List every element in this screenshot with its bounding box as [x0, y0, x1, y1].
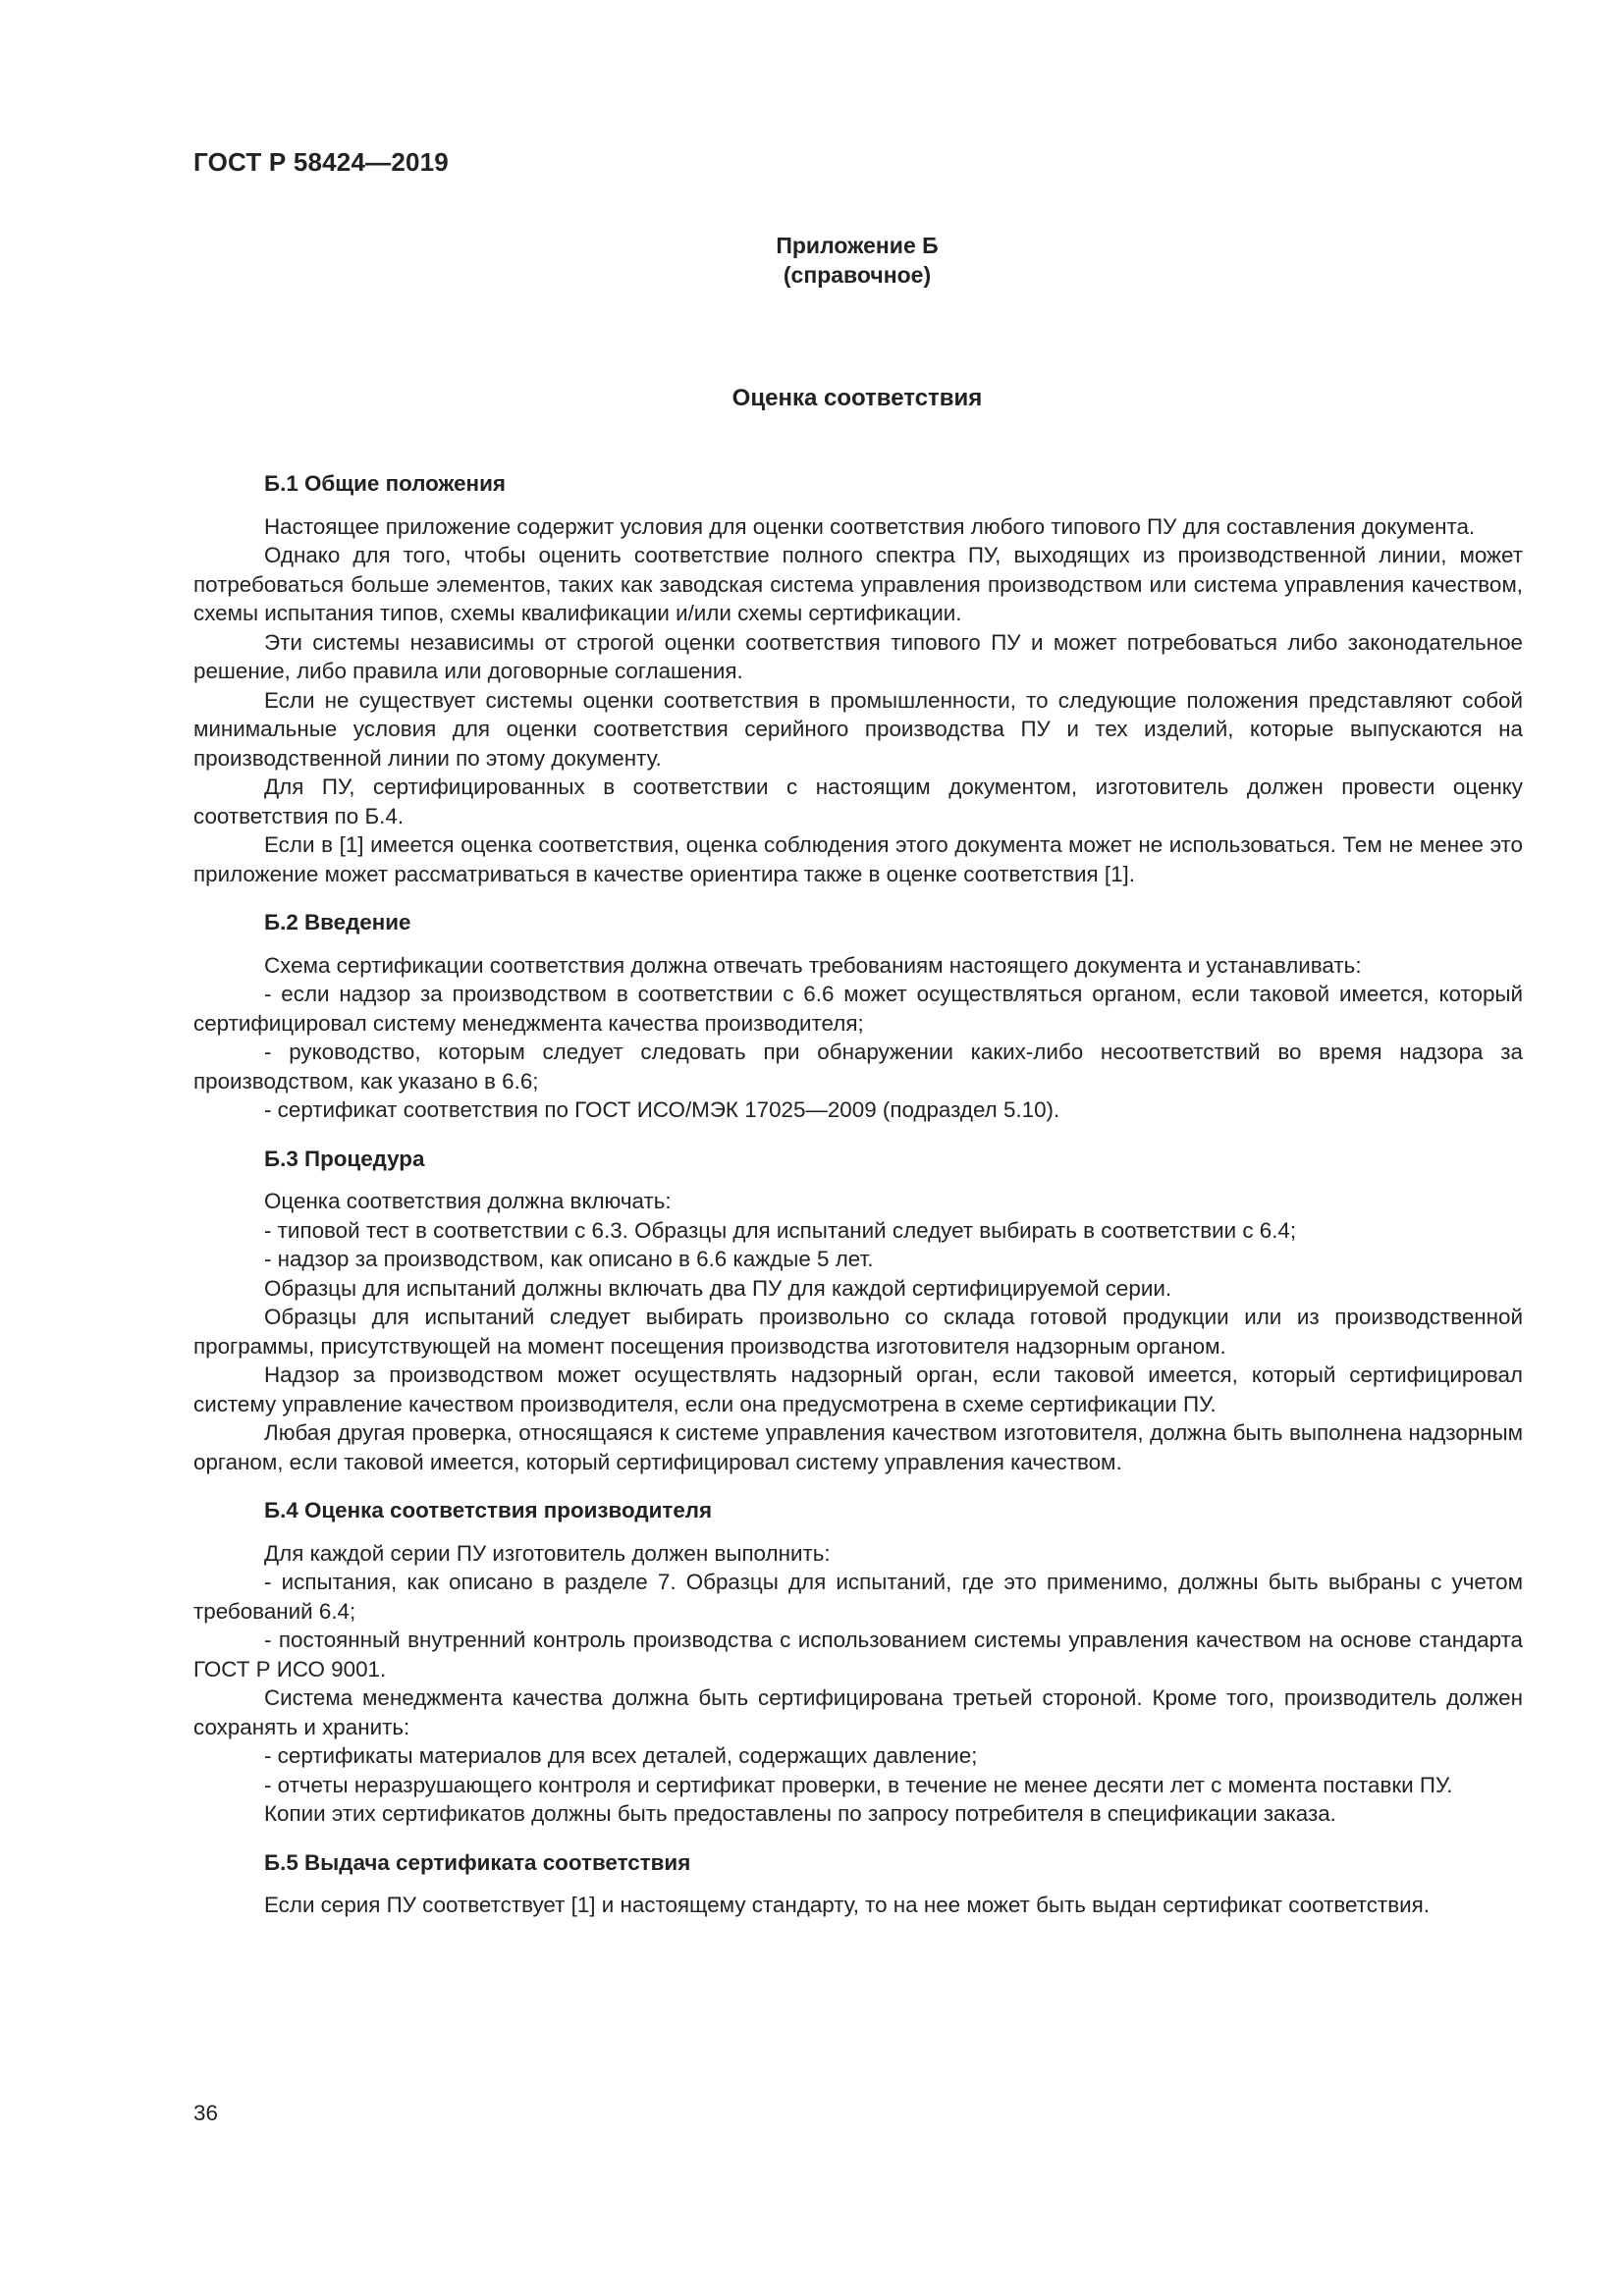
section-b4: [193, 1496, 1523, 1829]
document-body: [193, 469, 1523, 1940]
list-item: - руководство, которым следует следовать при обнаружении каких-либо несоответствий во время надзора за производством, как указано в 6.6;: [193, 1040, 1523, 1094]
section-heading: Б.4 Оценка соответствия производителя: [264, 1498, 713, 1522]
section-b5: [193, 1848, 1523, 1920]
section-heading: Б.5 Выдача сертификата соответствия: [264, 1849, 691, 1875]
paragraph: Для ПУ, сертифицированных в соответствии с настоящим документом, изготовитель должен провести оценку соответствия по Б.4.: [193, 774, 1523, 828]
section-b1: [193, 469, 1523, 888]
document-id: ГОСТ Р 58424—2019: [193, 147, 449, 177]
paragraph: Надзор за производством может осуществлять надзорный орган, если таковой имеется, который сертифицировал систему управление качеством производителя, если она предусмотрена в схеме сертификации ПУ.: [193, 1362, 1523, 1416]
paragraph: Оценка соответствия должна включать:: [264, 1189, 672, 1213]
list-item: - если надзор за производством в соответствии с 6.6 может осуществляться органом, если таковой имеется, который сертифицировал систему менеджмента качества производителя;: [193, 982, 1523, 1036]
list-item: - типовой тест в соответствии с 6.3. Образцы для испытаний следует выбирать в соответствии с 6.4;: [264, 1217, 1297, 1243]
paragraph: Если серия ПУ соответствует [1] и настоящему стандарту, то на нее может быть выдан сертификат соответствия.: [264, 1893, 1430, 1917]
list-item: - надзор за производством, как описано в 6.6 каждые 5 лет.: [264, 1247, 874, 1271]
list-item: - отчеты неразрушающего контроля и сертификат проверки, в течение не менее десяти лет с момента поставки ПУ.: [264, 1772, 1453, 1797]
list-item: - сертификаты материалов для всех деталей, содержащих давление;: [264, 1743, 978, 1768]
section-heading: Б.1 Общие положения: [264, 471, 506, 496]
section-heading: Б.2 Введение: [264, 910, 411, 934]
annex-type: (справочное): [783, 262, 932, 288]
section-b2: [193, 908, 1523, 1125]
list-item: - сертификат соответствия по ГОСТ ИСО/МЭК 17025—2009 (подраздел 5.10).: [264, 1097, 1060, 1122]
paragraph: Любая другая проверка, относящаяся к системе управления качеством изготовителя, должна быть выполнена надзорным органом, если таковой имеется, который сертифицировал систему управления качеством.: [193, 1420, 1523, 1474]
annex-title: Приложение Б: [776, 233, 939, 258]
paragraph: Однако для того, чтобы оценить соответствие полного спектра ПУ, выходящих из производственной линии, может потребоваться больше элементов, таких как заводская система управления производством или система управления качеством, схемы испытания типов, схемы квалификации и/или схемы сертификации.: [193, 543, 1523, 625]
paragraph: Для каждой серии ПУ изготовитель должен выполнить:: [264, 1540, 831, 1566]
paragraph: Если не существует системы оценки соответствия в промышленности, то следующие положения представляют собой минимальные условия для оценки соответствия серийного производства ПУ и тех изделий, которые выпускаются на производственной линии по этому документу.: [193, 687, 1523, 771]
paragraph: Образцы для испытаний должны включать два ПУ для каждой сертифицируемой серии.: [264, 1275, 1172, 1301]
paragraph: Образцы для испытаний следует выбирать произвольно со склада готовой продукции или из производственной программы, присутствующей на момент посещения производства изготовителя надзорным органом.: [193, 1305, 1523, 1359]
paragraph: Если в [1] имеется оценка соответствия, оценка соблюдения этого документа может не использоваться. Тем не менее это приложение может рассматриваться в качестве ориентира также в оценке соответствия [1].: [193, 832, 1523, 886]
page-number: 36: [193, 2101, 218, 2125]
paragraph: Схема сертификации соответствия должна отвечать требованиям настоящего документа и устанавливать:: [264, 952, 1362, 978]
paragraph: Система менеджмента качества должна быть сертифицирована третьей стороной. Кроме того, производитель должен сохранять и хранить:: [193, 1685, 1523, 1739]
list-item: - испытания, как описано в разделе 7. Образцы для испытаний, где это применимо, должны быть выбраны с учетом требований 6.4;: [193, 1570, 1523, 1624]
annex-heading: Оценка соответствия: [731, 385, 983, 411]
list-item: - постоянный внутренний контроль производства с использованием системы управления качеством на основе стандарта ГОСТ Р ИСО 9001.: [193, 1628, 1523, 1682]
paragraph: Копии этих сертификатов должны быть предоставлены по запросу потребителя в спецификации заказа.: [264, 1801, 1336, 1826]
section-heading: Б.3 Процедура: [264, 1146, 425, 1171]
paragraph: Эти системы независимы от строгой оценки соответствия типового ПУ и может потребоваться либо законодательное решение, либо правила или договорные соглашения.: [193, 629, 1523, 683]
section-b3: [193, 1145, 1523, 1477]
paragraph: Настоящее приложение содержит условия для оценки соответствия любого типового ПУ для составления документа.: [264, 513, 1476, 539]
